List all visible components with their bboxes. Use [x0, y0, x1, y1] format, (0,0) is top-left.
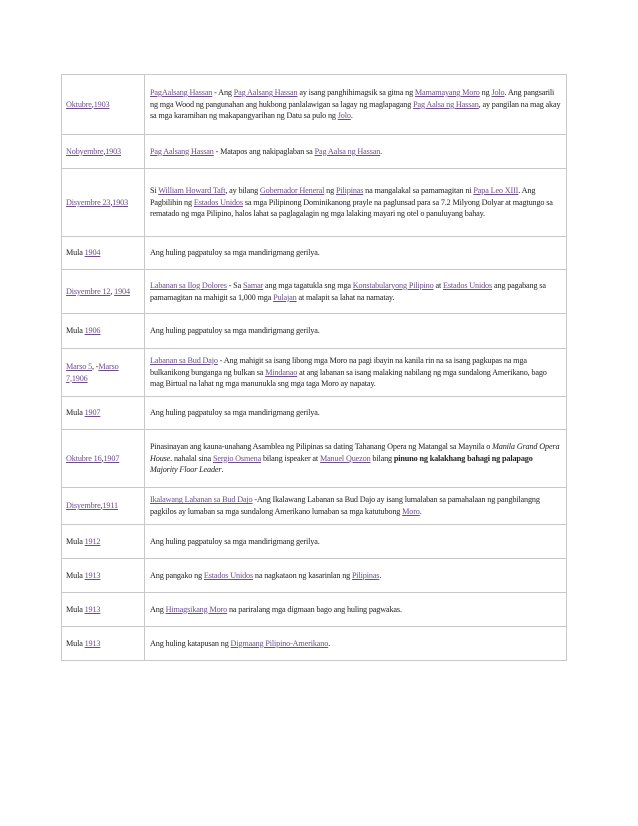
- date-text: Mula: [66, 570, 85, 580]
- event-cell: [145, 525, 567, 559]
- event-link[interactable]: Mindanao: [265, 367, 298, 377]
- event-text: - Sa: [226, 280, 243, 290]
- date-link[interactable]: Disyembre: [66, 501, 101, 511]
- event-text: - Ang: [212, 88, 234, 98]
- date-cell: [62, 75, 145, 135]
- event-text: Ang: [150, 604, 166, 614]
- event-text: ng: [479, 88, 492, 98]
- date-cell: [62, 169, 145, 237]
- event-cell: [145, 559, 567, 593]
- event-text: Ang huling pagpatuloy sa mga mandirigmang gerilya.: [150, 536, 320, 546]
- date-link[interactable]: Oktubre 16: [66, 453, 102, 463]
- date-text: ,: [103, 146, 106, 156]
- event-cell: [145, 270, 567, 314]
- date-link[interactable]: 1911: [102, 501, 118, 511]
- event-link[interactable]: PagAalsang Hassan: [150, 88, 213, 98]
- event-cell: [145, 397, 567, 430]
- date-cell: [62, 270, 145, 314]
- event-text: .: [379, 570, 382, 580]
- date-text: Mula: [66, 248, 85, 258]
- timeline-row: [62, 488, 567, 525]
- event-text: Ang huling katapusan ng: [150, 638, 231, 648]
- event-cell: [145, 430, 567, 488]
- date-cell: [62, 593, 145, 627]
- event-link[interactable]: Mamamayang Moro: [414, 88, 480, 98]
- event-text: at malapit sa lahat na namatay.: [296, 292, 395, 302]
- event-text: .: [419, 507, 422, 516]
- date-link[interactable]: 1904: [114, 286, 130, 296]
- event-text: ay isang panghihimagsik sa gitna ng: [297, 88, 415, 98]
- event-link[interactable]: Jolo: [491, 88, 505, 98]
- timeline-row: [62, 135, 567, 169]
- date-link[interactable]: Disyembre 23: [66, 197, 111, 207]
- event-italic-text: Majority Floor Leader: [150, 465, 222, 475]
- timeline-row: [62, 593, 567, 627]
- event-cell: [145, 169, 567, 237]
- event-link[interactable]: Papa Leo XIII: [473, 186, 519, 196]
- event-link[interactable]: Pilipinas: [352, 570, 380, 580]
- event-text: Si: [150, 186, 159, 196]
- date-cell: [62, 559, 145, 593]
- event-link[interactable]: Estados Unidos: [442, 280, 493, 290]
- date-cell: [62, 314, 145, 349]
- event-link[interactable]: Pulajan: [273, 292, 297, 302]
- event-link[interactable]: Konstabularyong Pilipino: [352, 280, 434, 290]
- event-link[interactable]: Labanan sa Ilog Dolores: [150, 280, 227, 290]
- event-link[interactable]: Himagsikang Moro: [165, 604, 228, 614]
- date-cell: [62, 627, 145, 661]
- event-link[interactable]: Pag Aalsa ng Hassan: [413, 99, 479, 109]
- date-text: ,: [110, 286, 115, 296]
- date-text: Mula: [66, 326, 85, 336]
- event-link[interactable]: Digmaang Pilipino-Amerikano: [230, 638, 329, 648]
- date-link[interactable]: 1904: [84, 248, 101, 258]
- event-link[interactable]: Pag Aalsang Hassan: [233, 88, 298, 98]
- date-text: ,: [110, 197, 113, 207]
- event-text: .: [350, 111, 353, 121]
- timeline-row: [62, 559, 567, 593]
- date-cell: [62, 430, 145, 488]
- date-link[interactable]: 1907: [103, 453, 120, 463]
- event-text: Ang huling pagpatuloy sa mga mandirigmang gerilya.: [150, 248, 320, 258]
- event-link[interactable]: Moro: [402, 507, 420, 516]
- event-text: bilang ispeaker at: [261, 453, 320, 463]
- date-link[interactable]: Disyembre 12: [66, 286, 111, 296]
- timeline-row: [62, 75, 567, 135]
- date-cell: [62, 237, 145, 270]
- date-cell: [62, 135, 145, 169]
- event-cell: [145, 349, 567, 397]
- event-link[interactable]: Labanan sa Bud Dajo: [150, 356, 218, 366]
- event-cell: [145, 237, 567, 270]
- timeline-row: [62, 349, 567, 397]
- timeline-row: [62, 397, 567, 430]
- timeline-sheet: [61, 74, 567, 661]
- event-text: Ang huling pagpatuloy sa mga mandirigmang gerilya.: [150, 326, 320, 336]
- date-link[interactable]: Nobyembre: [66, 146, 104, 156]
- event-text: . nahalal sina: [170, 453, 213, 463]
- event-text: ng: [324, 186, 336, 196]
- event-link[interactable]: Pilipinas: [335, 186, 364, 196]
- event-link[interactable]: Pag Aalsang Hassan: [150, 146, 214, 156]
- date-text: Mula: [66, 408, 85, 418]
- date-link[interactable]: 1913: [84, 638, 101, 648]
- event-text: na mangalakal sa pamamagitan ni: [363, 186, 474, 196]
- event-link[interactable]: Manuel Quezon: [319, 453, 371, 463]
- date-link[interactable]: 1907: [84, 408, 101, 418]
- event-link[interactable]: Estados Unidos: [193, 197, 243, 207]
- timeline-row: [62, 430, 567, 488]
- event-text: - Ang mahigit sa isang libong mga Moro na pagi ibayin na kanila rin na sa isang pagkupas na mga bulkanikong bunganga ng bulkan sa: [150, 356, 527, 377]
- timeline-table-body: [62, 75, 567, 661]
- date-link[interactable]: 1906: [84, 326, 101, 336]
- event-text: - Matapos ang nakipaglaban sa: [213, 146, 315, 156]
- date-text: Mula: [66, 638, 85, 648]
- event-text: .: [380, 146, 383, 156]
- date-text: Mula: [66, 536, 85, 546]
- event-text: bilang: [370, 453, 394, 463]
- event-link[interactable]: Estados Unidos: [203, 570, 253, 580]
- event-text: .: [221, 465, 224, 475]
- timeline-table: [61, 74, 567, 661]
- timeline-row: [62, 627, 567, 661]
- event-text: sa mga Pilipinong Dominikanong prayle na paglunsad para sa 7.2 Milyong Dolyar at magtungo sa rematado ng mga Pilipino, halos lahat sa paglagalagin ng mga lalaking mayari ng otel o panuluyang bahay.: [150, 197, 553, 219]
- event-text: .: [328, 638, 331, 648]
- event-link[interactable]: Samar: [242, 280, 264, 290]
- date-cell: [62, 488, 145, 525]
- event-text: na pariralang mga digmaan bago ang huling pagwakas.: [227, 604, 402, 614]
- event-cell: [145, 488, 567, 525]
- event-text: , ay bilang: [225, 186, 260, 196]
- event-text: Pinasinayan ang kauna-unahang Asamblea ng Pilipinas sa dating Tahanang Opera ng Matangal sa Maynila o: [150, 442, 493, 452]
- date-cell: [62, 397, 145, 430]
- event-cell: [145, 75, 567, 135]
- date-text: ,: [91, 99, 94, 109]
- date-link[interactable]: 1913: [84, 570, 101, 580]
- event-text: at: [433, 280, 443, 290]
- event-text: ang pagabang sa pamamagitan na mahigit sa 1,000 mga: [150, 280, 546, 302]
- date-link[interactable]: 1903: [93, 99, 110, 109]
- date-text: Mula: [66, 604, 85, 614]
- date-link[interactable]: Oktubre: [66, 99, 92, 109]
- date-cell: [62, 349, 145, 397]
- event-text: . Ang Pagbilihin ng: [150, 186, 536, 207]
- event-text: Ang huling pagpatuloy sa mga mandirigmang gerilya.: [150, 408, 320, 418]
- timeline-row: [62, 525, 567, 559]
- event-text: na nagkataon ng kasarinlan ng: [253, 570, 353, 580]
- date-link[interactable]: 1903: [105, 146, 121, 156]
- event-cell: [145, 627, 567, 661]
- timeline-row: [62, 237, 567, 270]
- date-link[interactable]: Marso 5: [66, 361, 93, 371]
- event-text: . Ang pangsarili ng mga Wood ng pangunahan ang hukbong panlalawigan sa lagay ng maglapagang: [150, 88, 555, 109]
- event-text: at ang labanan sa isang malaking nabilang ng mga sundalong Amerikano, bago mag Birtual na lahat ng mga manunukla sng mga taga Moro ay napatay.: [150, 367, 547, 389]
- event-text: Ang pangako ng: [150, 570, 204, 580]
- event-link[interactable]: William Howard Taft: [158, 186, 226, 196]
- date-link[interactable]: 1912: [84, 536, 101, 546]
- date-link[interactable]: Marso 7,1906: [66, 361, 119, 383]
- timeline-row: [62, 314, 567, 349]
- timeline-row: [62, 270, 567, 314]
- event-cell: [145, 593, 567, 627]
- event-link[interactable]: Pag Aalsa ng Hassan: [314, 146, 381, 156]
- date-text: ,: [101, 453, 104, 463]
- event-link[interactable]: Gobernador Heneral: [259, 186, 325, 196]
- event-text: ang mga tagatukla sng mga: [263, 280, 353, 290]
- date-text: ,: [100, 501, 103, 511]
- timeline-row: [62, 169, 567, 237]
- event-italic-text: Manila Grand Opera House: [150, 442, 560, 463]
- event-text: -Ang Ikalawang Labanan sa Bud Dajo ay isang lumalaban sa pamahalaan ng pangbilangng pagkilos ay lumaban sa mga sundalong Amerikano lumaban sa mga katutubong: [150, 495, 540, 516]
- event-cell: [145, 135, 567, 169]
- event-strong-text: pinuno ng kalakhang bahagi ng palapago: [393, 453, 533, 463]
- event-text: , ay pangilan na mag akay sa mga karamihan ng makapangyarihan ng Datu sa pulo ng: [150, 99, 561, 121]
- date-cell: [62, 525, 145, 559]
- event-link[interactable]: Jolo: [337, 111, 351, 121]
- date-link[interactable]: 1913: [84, 604, 101, 614]
- event-link[interactable]: Sergio Osmena: [212, 453, 262, 463]
- event-link[interactable]: Ikalawang Labanan sa Bud Dajo: [150, 495, 253, 505]
- event-cell: [145, 314, 567, 349]
- date-text: , -: [92, 361, 99, 371]
- date-link[interactable]: 1903: [112, 197, 129, 207]
